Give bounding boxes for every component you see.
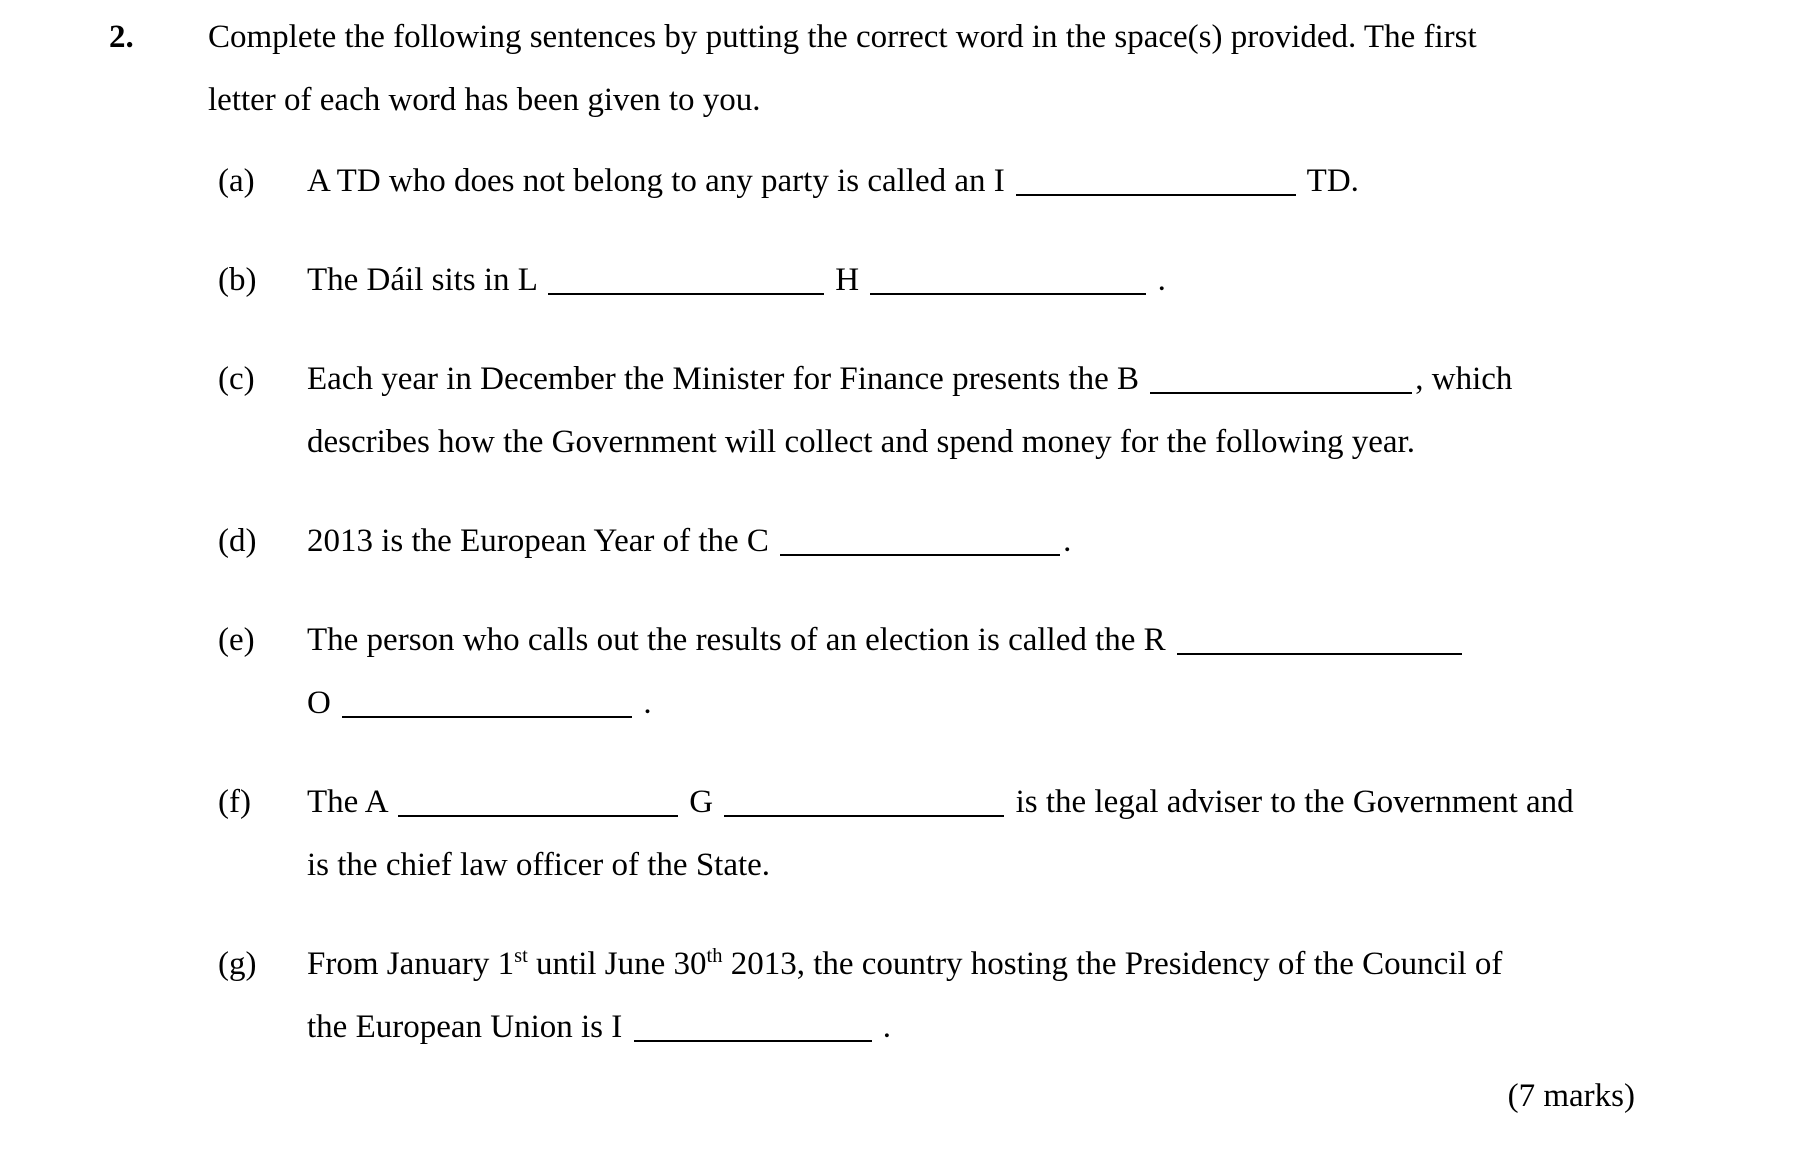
text-line (307, 348, 1635, 411)
question-part-f (218, 771, 1635, 897)
question-part-c (218, 348, 1635, 474)
text-line (307, 249, 1635, 312)
text-segment: The person who calls out the results of an election is called the R (307, 622, 1174, 658)
text-segment: , which (1415, 361, 1513, 397)
text-segment: is the legal adviser to the Government and (1007, 784, 1574, 820)
part-text (307, 348, 1635, 474)
question-part-a (218, 150, 1635, 213)
text-segment: is the chief law officer of the State. (307, 847, 771, 883)
answer-blank (548, 283, 824, 295)
superscript: st (514, 945, 528, 967)
text-segment: . (874, 1009, 892, 1045)
part-text (307, 249, 1635, 312)
answer-blank (1016, 184, 1296, 196)
part-label: (b) (218, 262, 257, 298)
text-segment: The Dáil sits in L (307, 262, 545, 298)
part-label: (g) (218, 946, 257, 982)
question-part-d (218, 510, 1635, 573)
text-segment: G (681, 784, 722, 820)
answer-blank (1150, 382, 1412, 394)
part-text (307, 771, 1635, 897)
question-part-e (218, 609, 1635, 735)
text-segment: . (1149, 262, 1166, 298)
question-instruction (208, 6, 1635, 132)
question-part-g (218, 933, 1635, 1059)
text-segment: describes how the Government will collect and spend money for the following year. (307, 424, 1415, 460)
text-line (307, 609, 1635, 672)
text-segment: Each year in December the Minister for Finance presents the B (307, 361, 1148, 397)
answer-blank (870, 283, 1146, 295)
answer-blank (634, 1030, 872, 1042)
text-segment: TD. (1299, 163, 1359, 199)
text-line (307, 411, 1635, 474)
question-number: 2. (109, 19, 134, 55)
part-label: (d) (218, 523, 257, 559)
question-part-b (218, 249, 1635, 312)
text-segment: until June 30 (527, 946, 707, 982)
text-line (307, 150, 1635, 213)
instruction-line: letter of each word has been given to you. (208, 82, 761, 118)
question-parts-list (109, 150, 1635, 1059)
text-segment: . (635, 685, 652, 721)
marks-label: (7 marks) (1507, 1078, 1635, 1114)
text-line (307, 771, 1635, 834)
superscript: th (706, 945, 723, 967)
text-line (307, 933, 1635, 996)
answer-blank (1177, 643, 1462, 655)
part-label: (e) (218, 622, 255, 658)
text-line (307, 510, 1635, 573)
part-text (307, 150, 1635, 213)
text-segment: A TD who does not belong to any party is called an I (307, 163, 1014, 199)
part-label: (c) (218, 361, 255, 397)
answer-blank (724, 805, 1004, 817)
part-label: (f) (218, 784, 251, 820)
question-header (109, 6, 1635, 132)
answer-blank (398, 805, 678, 817)
text-segment: 2013, the country hosting the Presidency of the Council of (722, 946, 1503, 982)
text-segment: From January 1 (307, 946, 515, 982)
part-text (307, 933, 1635, 1059)
text-line (307, 996, 1635, 1059)
text-segment: The A (307, 784, 395, 820)
answer-blank (780, 544, 1060, 556)
text-segment: the European Union is I (307, 1009, 631, 1045)
part-text (307, 609, 1635, 735)
instruction-line: Complete the following sentences by putting the correct word in the space(s) provided. The first (208, 19, 1477, 55)
text-segment: 2013 is the European Year of the C (307, 523, 778, 559)
part-label: (a) (218, 163, 255, 199)
text-segment: O (307, 685, 340, 721)
part-text (307, 510, 1635, 573)
text-segment: . (1063, 523, 1072, 559)
answer-blank (342, 706, 632, 718)
text-line (307, 834, 1635, 897)
text-segment: H (827, 262, 868, 298)
text-line (307, 672, 1635, 735)
